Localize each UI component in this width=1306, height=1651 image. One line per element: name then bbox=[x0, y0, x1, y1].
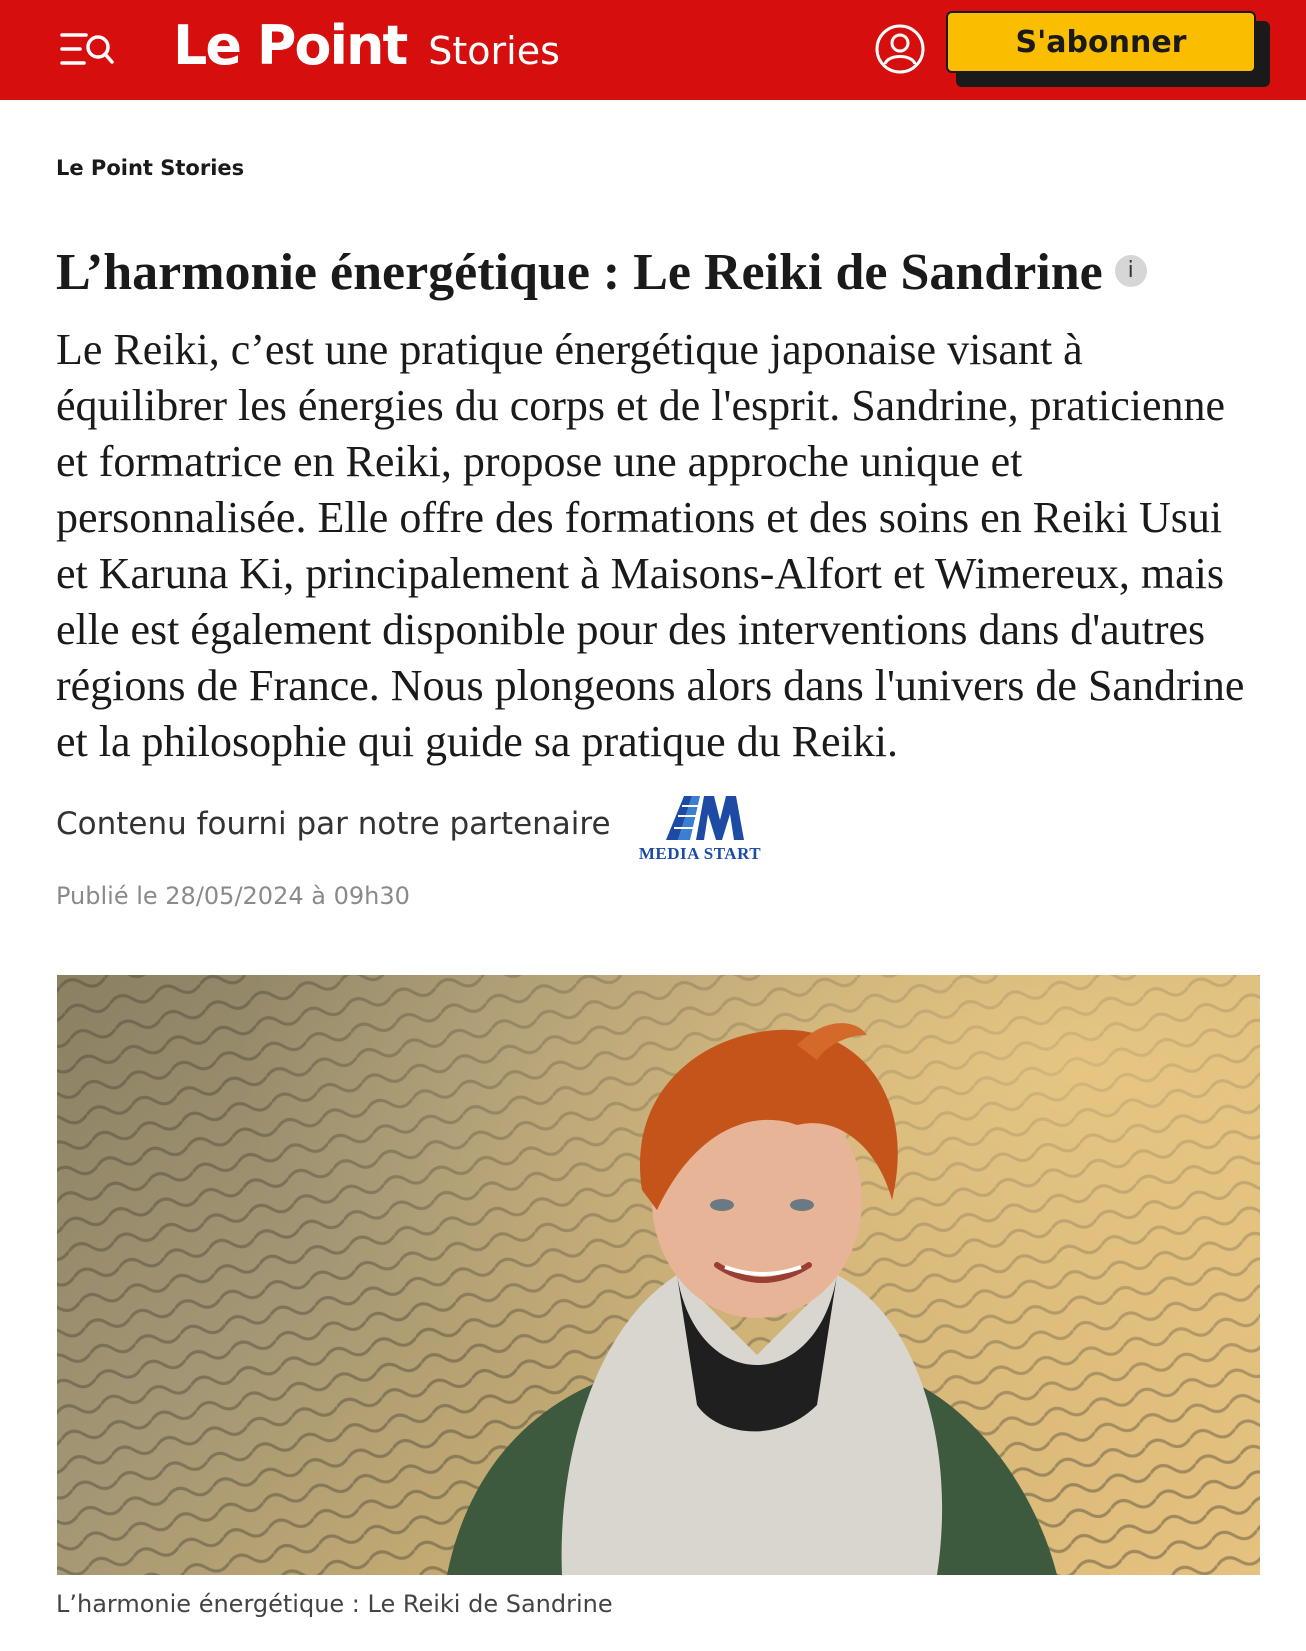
subscribe-button[interactable]: S'abonner bbox=[946, 11, 1256, 73]
article-photo[interactable] bbox=[57, 975, 1260, 1575]
breadcrumb[interactable]: Le Point Stories bbox=[56, 156, 245, 180]
subscribe-wrapper bbox=[946, 11, 1272, 89]
site-logo[interactable] bbox=[173, 14, 560, 84]
account-button[interactable] bbox=[874, 23, 926, 75]
article-title-text: L’harmonie énergétique : Le Reiki de Sandrine bbox=[56, 244, 1103, 301]
logo-sub-text: Stories bbox=[428, 29, 560, 73]
partner-note: Contenu fourni par notre partenaire bbox=[56, 806, 611, 842]
media-start-logo-text: MEDIA START bbox=[638, 844, 762, 863]
portrait-illustration bbox=[57, 975, 1260, 1575]
menu-search-icon bbox=[58, 26, 118, 72]
media-start-logo-mark bbox=[634, 790, 766, 844]
info-icon[interactable]: i bbox=[1115, 255, 1147, 287]
logo-main-text: Le Point bbox=[173, 14, 407, 77]
image-caption: L’harmonie énergétique : Le Reiki de Sandrine bbox=[56, 1590, 613, 1618]
media-start-logo[interactable] bbox=[634, 790, 766, 866]
user-icon bbox=[874, 23, 926, 75]
top-bar bbox=[0, 0, 1306, 100]
publish-date: Publié le 28/05/2024 à 09h30 bbox=[56, 882, 410, 910]
article-lead: Le Reiki, c’est une pratique énergétique japonaise visant à équilibrer les énergies du corps et de l'esprit. Sandrine, praticienne et formatrice en Reiki, propose une approche unique et personnalisée. Elle offre des formations et des soins en Reiki Usui et Karuna Ki, principalement à Maisons-Alfort et Wimereux, mais elle est également disponible pour des interventions dans d'autres régions de France. Nous plongeons alors dans l'univers de Sandrine et la philosophie qui guide sa pratique du Reiki. bbox=[56, 325, 1245, 766]
article-title bbox=[56, 240, 1266, 306]
menu-search-button[interactable] bbox=[58, 26, 118, 72]
